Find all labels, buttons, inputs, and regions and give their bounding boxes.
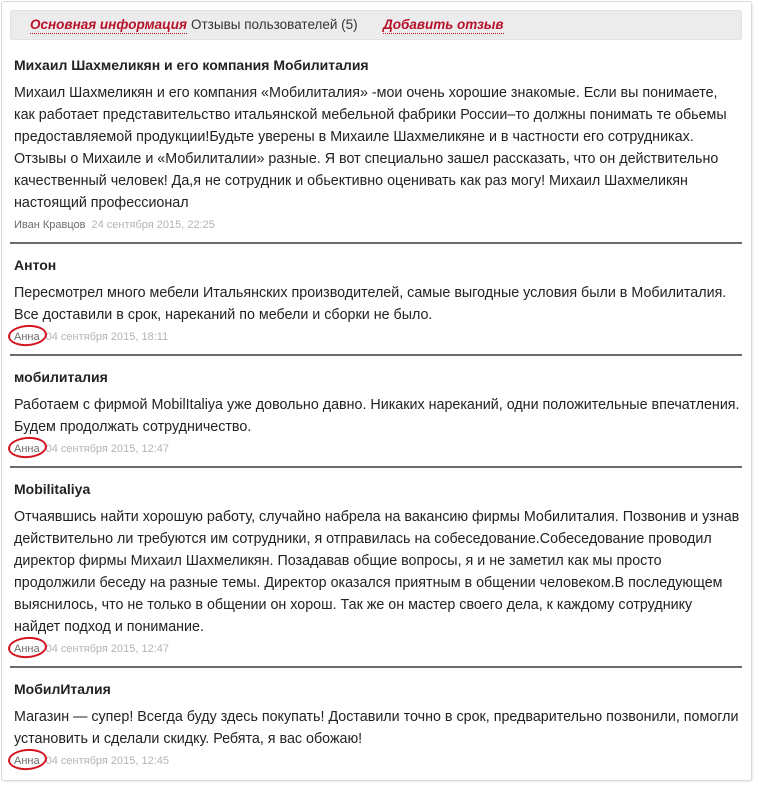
review-title: МобилИталия bbox=[14, 681, 111, 697]
review-meta bbox=[14, 642, 742, 656]
review-author[interactable]: Иван Кравцов bbox=[14, 219, 86, 231]
divider bbox=[10, 242, 742, 244]
red-highlight-circle bbox=[7, 324, 47, 348]
review-body: Магазин — супер! Всегда буду здесь покупать! Доставили точно в срок, предварительно позвонили, помогли установить и сделали скидку. Ребята, я вас обожаю! bbox=[14, 709, 739, 747]
review-date: 04 сентября 2015, 18:11 bbox=[45, 331, 169, 343]
red-highlight-circle bbox=[7, 748, 47, 772]
review-item bbox=[14, 680, 742, 768]
review-author-name: Анна bbox=[14, 331, 40, 343]
red-highlight-circle bbox=[7, 436, 47, 460]
review-item bbox=[14, 368, 742, 456]
tab-bar bbox=[10, 10, 742, 40]
divider bbox=[10, 666, 742, 668]
review-body: Пересмотрел много мебели Итальянских производителей, самые выгодные условия были в Мобилиталия. Все доставили в срок, нареканий по мебели и сборки не было. bbox=[14, 285, 727, 323]
review-date: 04 сентября 2015, 12:45 bbox=[45, 755, 170, 767]
tab-add-review[interactable]: Добавить отзыв bbox=[383, 17, 504, 32]
review-meta bbox=[14, 218, 742, 232]
red-highlight-circle bbox=[7, 636, 47, 660]
review-date: 24 сентября 2015, 22:25 bbox=[91, 219, 215, 231]
review-title: Антон bbox=[14, 257, 57, 273]
review-meta bbox=[14, 754, 742, 768]
review-author[interactable] bbox=[14, 330, 40, 344]
review-author-name: Анна bbox=[14, 643, 40, 655]
review-author-name: Анна bbox=[14, 755, 40, 767]
review-author[interactable] bbox=[14, 754, 40, 768]
review-meta bbox=[14, 330, 742, 344]
review-author[interactable] bbox=[14, 442, 40, 456]
tab-main-info[interactable]: Основная информация bbox=[30, 17, 187, 32]
review-date: 04 сентября 2015, 12:47 bbox=[45, 443, 170, 455]
review-date: 04 сентября 2015, 12:47 bbox=[45, 643, 170, 655]
tab-user-reviews[interactable]: Отзывы пользователей (5) bbox=[191, 17, 358, 32]
divider bbox=[10, 466, 742, 468]
review-author[interactable] bbox=[14, 642, 40, 656]
divider bbox=[10, 354, 742, 356]
review-title: Михаил Шахмеликян и его компания Мобилиталия bbox=[14, 57, 369, 73]
review-body: Михаил Шахмеликян и его компания «Мобилиталия» -мои очень хорошие знакомые. Если вы понимаете, как работает представительство итальянской мебельной фабрики России–то должны понимать те обьемы предоставляемой продукции!Будьте уверены в Михаиле Шахмеликяне и в частности его сотрудниках. Отзывы о Михаиле и «Мобилиталии» разные. Я вот специально зашел рассказать, что он действительно качественный человек! Да,я не сотрудник и обьективно оценивать как раз могу! Михаил Шахмеликян настоящий профессионал bbox=[14, 85, 727, 211]
review-item bbox=[14, 480, 742, 656]
review-author-name: Анна bbox=[14, 443, 40, 455]
review-meta bbox=[14, 442, 742, 456]
review-title: мобилиталия bbox=[14, 369, 108, 385]
review-body: Отчаявшись найти хорошую работу, случайно набрела на вакансию фирмы Мобилиталия. Позвонив и узнав действительно ли требуются им сотрудники, я отправилась на собеседование.Собеседование проводил директор фирмы Михаил Шахмеликян. Позадавав общие вопросы, я и не заметил как мы просто продолжили беседу на разные темы. Директор оказался приятным в общении человеком.В последующем выяснилось, что не только в общении он хорош. Так же он мастер своего дела, к каждому сотруднику найдет подход и понимание. bbox=[14, 509, 740, 635]
review-item bbox=[14, 56, 742, 232]
review-body: Работаем с фирмой MobilItaliya уже довольно давно. Никаких нареканий, одни положительные впечатления. Будем продолжать сотрудничество. bbox=[14, 397, 740, 435]
review-title: Mobilitaliya bbox=[14, 481, 91, 497]
reviews-panel bbox=[1, 1, 752, 781]
review-item bbox=[14, 256, 742, 344]
